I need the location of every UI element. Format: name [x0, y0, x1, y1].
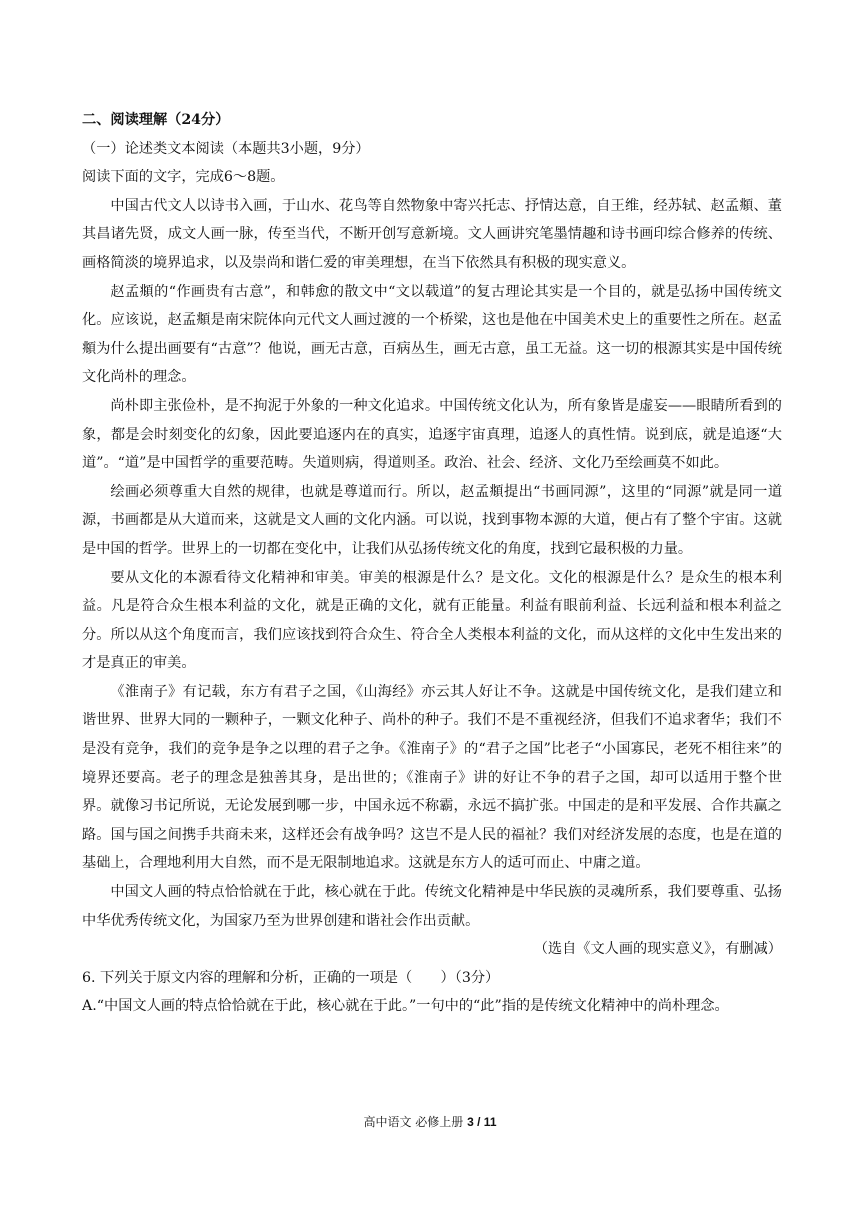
article-paragraph-6: 《淮南子》有记载，东方有君子之国，《山海经》亦云其人好让不争。这就是中国传统文化，是我们建立和谐世界、世界大同的一颗种子，一颗文化种子、尚朴的种子。我们不是不重视经济，但我们不追求奢华；我们不是没有竞争，我们的竞争是争之以理的君子之争。《淮南子》的“君子之国”比老子“小国寡民，老死不相往来”的境界还要高。老子的理念是独善其身，是出世的；《淮南子》讲的好让不争的君子之国，却可以适用于整个世界。就像习书记所说，无论发展到哪一步，中国永远不称霸，永远不搞扩张。中国走的是和平发展、合作共赢之路。国与国之间携手共商未来，这样还会有战争吗？这岂不是人民的福祉？我们对经济发展的态度，也是在道的基础上，合理地利用大自然，而不是无限制地追求。这就是东方人的适可而止、中庸之道。 [82, 683, 782, 872]
article-paragraph-1: 中国古代文人以诗书入画，于山水、花鸟等自然物象中寄兴托志、抒情达意，自王维，经苏轼、赵孟頫、董其昌诸先贤，成文人画一脉，传至当代，不断开创写意新境。文人画讲究笔墨情趣和诗书画印综合修养的传统、画格简淡的境界追求，以及崇尚和谐仁爱的审美理想，在当下依然具有积极的现实意义。 [82, 197, 782, 271]
article-paragraph-4: 绘画必须尊重大自然的规律，也就是尊道而行。所以，赵孟頫提出“书画同源”，这里的“同源”就是同一道源，书画都是从大道而来，这就是文人画的文化内涵。可以说，找到事物本源的大道，便占有了整个宇宙。这就是中国的哲学。世界上的一切都在变化中，让我们从弘扬传统文化的角度，找到它最积极的力量。 [82, 483, 783, 557]
page-footer [0, 1113, 860, 1130]
page-number: 3 / 11 [467, 1115, 497, 1129]
article-paragraph-5: 要从文化的本源看待文化精神和审美。审美的根源是什么？是文化。文化的根源是什么？是众生的根本利益。凡是符合众生根本利益的文化，就是正确的文化，就有正能量。利益有眼前利益、长远利益和根本利益之分。所以从这个角度而言，我们应该找到符合众生、符合全人类根本利益的文化，而从这样的文化中生发出来的才是真正的审美。 [82, 569, 782, 672]
section-title: 二、阅读理解（24分） [82, 112, 230, 128]
article-paragraph-7: 中国文人画的特点恰恰就在于此，核心就在于此。传统文化精神是中华民族的灵魂所系，我们要尊重、弘扬中华优秀传统文化，为国家乃至为世界创建和谐社会作出贡献。 [82, 884, 782, 929]
reading-instruction: 阅读下面的文字，完成6～8题。 [82, 169, 285, 186]
article-source: （选自《文人画的现实意义》，有删减） [533, 941, 782, 958]
page-content [82, 106, 782, 1021]
footer-label: 高中语文 必修上册 [363, 1115, 468, 1129]
article-paragraph-2: 赵孟頫的“作画贵有古意”，和韩愈的散文中“文以载道”的复古理论其实是一个目的，就是弘扬中国传统文化。应该说，赵孟頫是南宋院体向元代文人画过渡的一个桥梁，这也是他在中国美术史上的重要性之所在。赵孟頫为什么提出画要有“古意”？他说，画无古意，百病丛生，画无古意，虽工无益。这一切的根源其实是中国传统文化尚朴的理念。 [82, 283, 782, 386]
article-paragraph-3: 尚朴即主张俭朴，是不拘泥于外象的一种文化追求。中国传统文化认为，所有象皆是虚妄——眼睛所看到的象，都是会时刻变化的幻象，因此要追逐内在的真实，追逐宇宙真理，追逐人的真性情。说到底，就是追逐“大道”。“道”是中国哲学的重要范畴。失道则病，得道则圣。政治、社会、经济、文化乃至绘画莫不如此。 [82, 397, 782, 472]
section-subtitle: （一）论述类文本阅读（本题共3小题，9分） [82, 140, 370, 157]
question-stem: 6. 下列关于原文内容的理解和分析，正确的一项是（ ）（3分） [82, 969, 500, 986]
question-option-a: A.“中国文人画的特点恰恰就在于此，核心就在于此。”一句中的“此”指的是传统文化精神中的尚朴理念。 [82, 998, 729, 1015]
